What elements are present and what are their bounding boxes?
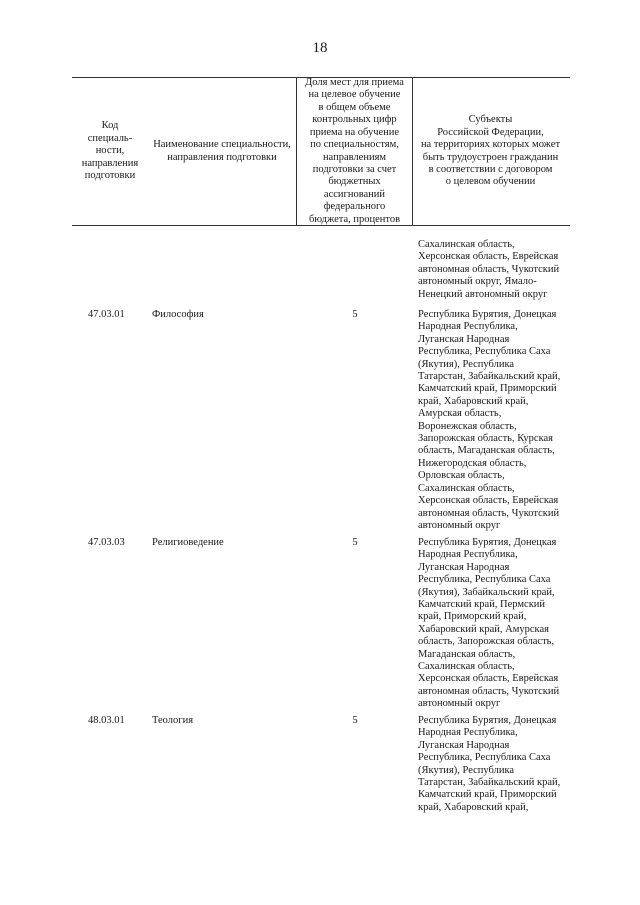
row-code: 48.03.01 bbox=[88, 715, 125, 726]
row-subjects: Республика Бурятия, Донецкая Народная Республика, Луганская Народная Республика, Республика Саха (Якутия), Забайкальский край, Камчатский край, Пермский край, Приморский край, Хабаровский край, Амурская область, Запорожская область, Магаданская область, Сахалинская область, Херсонская область, Еврейская автономная область, Чукотский автономный округ bbox=[418, 537, 560, 710]
row-share: 5 bbox=[352, 309, 358, 320]
row-share: 5 bbox=[352, 537, 358, 548]
header-name: Наименование специальности, направления подготовки bbox=[153, 139, 291, 163]
table-header bbox=[72, 77, 570, 226]
row-name: Философия bbox=[152, 309, 204, 320]
header-share: Доля мест для приема на целевое обучение в общем объеме контрольных цифр приема на обучение по специальностям, направлениям подготовки за счет бюджетных ассигнований федерального бюджета, процентов bbox=[296, 78, 413, 225]
row-code: 47.03.01 bbox=[88, 309, 125, 320]
row-share: 5 bbox=[352, 715, 358, 726]
row-name: Религиоведение bbox=[152, 537, 224, 548]
row-name: Теология bbox=[152, 715, 194, 726]
row-subjects: Республика Бурятия, Донецкая Народная Республика, Луганская Народная Республика, Республика Саха (Якутия), Республика Татарстан, Забайкальский край, Камчатский край, Приморский край, Хабаровский край, bbox=[418, 715, 561, 813]
row-subjects: Республика Бурятия, Донецкая Народная Республика, Луганская Народная Республика, Республика Саха (Якутия), Республика Татарстан, Забайкальский край, Камчатский край, Приморский край, Хабаровский край, Амурская область, Воронежская область, Запорожская область, Курская область, Магаданская область, Нижегородская область, Орловская область, Сахалинская область, Херсонская область, Еврейская автономная область, Чукотский автономный округ bbox=[418, 309, 561, 531]
continued-subjects: Сахалинская область, Херсонская область, Еврейская автономная область, Чукотский автономный округ, Ямало- Ненецкий автономный округ bbox=[418, 239, 560, 300]
header-code: Код специаль- ности, направления подготовки bbox=[81, 120, 139, 182]
page-number: 18 bbox=[312, 40, 328, 56]
header-subjects: Субъекты Российской Федерации, на территориях которых может быть трудоустроен гражданин в соответствии с договором о целевом обучении bbox=[420, 114, 561, 188]
row-code: 47.03.03 bbox=[88, 537, 125, 548]
